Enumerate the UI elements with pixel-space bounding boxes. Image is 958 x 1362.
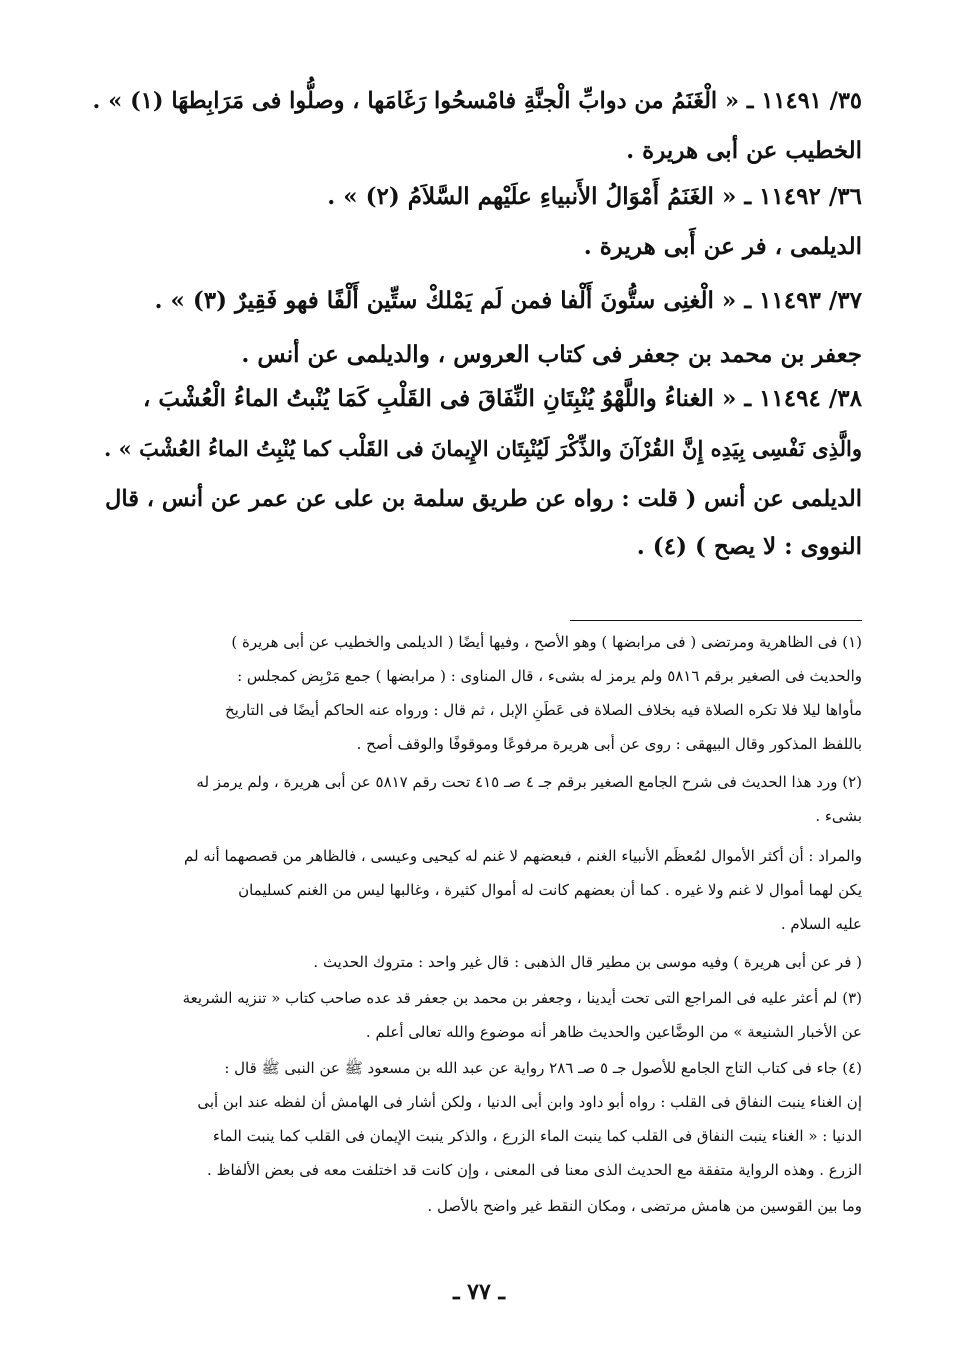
footnote-4-line-3: الدنيا : « الغناء ينبت النفاق فى القلب كما ينبت الماء الزرع ، والذكر ينبت الإيمان فى القلب كما ينبت الماء: [212, 1127, 862, 1145]
footnote-2-line-6: ( فر عن أبى هريرة ) وفيه موسى بن مطير قال الذهبى : قال غير واحد : متروك الحديث .: [313, 953, 862, 971]
hadith-11494-source-2: النووى : لا يصح ) (٤) .: [636, 533, 862, 560]
hadith-11493-line: ٣٧/ ١١٤٩٣ ـ « الْغنِى ستُّونَ أَلْفا فمن لَم يَمْلكْ ستِّين أَلْفًا فهو فَقِيرٌ (٣) » .: [154, 287, 862, 314]
hadith-11492-line: ٣٦/ ١١٤٩٢ ـ « الغَنَمُ أَمْوَالُ الأَنبياءِ علَيْهم السَّلاَمُ (٢) » .: [327, 183, 862, 210]
page-number: ـ ٧٧ ـ: [453, 1279, 505, 1305]
footnote-4-line-2: إن الغناء ينبت النفاق فى القلب : رواه أبو داود وابن أبى الدنيا ، ولكن أشار فى الهامش أن لفظه عند ابن أبى: [197, 1093, 862, 1111]
hadith-11494-line-1: ٣٨/ ١١٤٩٤ ـ « الغناءُ واللَّهْوُ يُنْبِتَانِ النِّفَاقَ فى القَلْبِ كَمَا يُنْبتُ الماءُ الْعُشْبَ ،: [143, 385, 862, 412]
footnote-2-line-5: عليه السلام .: [780, 915, 862, 933]
hadith-11493-source: جعفر بن محمد بن جعفر فى كتاب العروس ، والديلمى عن أنس .: [241, 341, 862, 368]
footnote-1-line-4: باللفظ المذكور وقال البيهقى : روى عن أبى هريرة مرفوعًا وموقوفًا والوقف أصح .: [356, 735, 862, 753]
footnote-2-line-4: يكن لهما أموال لا غنم ولا غيره . كما أن بعضهم كانت له أموال كثيرة ، وغالبها ليس من الغنم كسليمان: [238, 881, 862, 899]
footnote-4-line-1: (٤) جاء فى كتاب التاج الجامع للأصول جـ ٥ صـ ٢٨٦ رواية عن عبد الله بن مسعود ﷺ عن النبى ﷺ قال :: [224, 1059, 862, 1077]
footnote-2-line-2: بشىء .: [815, 807, 862, 825]
footnote-3-line-2: عن الأخبار الشنيعة » من الوضَّاعين والحديث ظاهر أنه موضوع والله تعالى أعلم .: [365, 1023, 862, 1041]
footnote-1-line-1: (١) فى الظاهرية ومرتضى ( فى مرابضها ) وهو الأصح ، وفيها أيضًا ( الديلمى والخطيب عن أبى هريرة ): [231, 633, 862, 651]
footnote-1-line-2: والحديث فى الصغير برقم ٥٨١٦ ولم يرمز له بشىء ، قال المناوى : ( مرابضها ) جمع مَرْبِض كمجلس :: [237, 667, 862, 685]
hadith-11491-source: الخطيب عن أبى هريرة .: [626, 137, 862, 164]
footnote-2-line-3: والمراد : أن أكثر الأموال لمُعظَم الأنبياء الغنم ، فبعضهم لا غنم له كيحيى وعيسى ، فالظاهر من قصصهما أنه لم: [183, 847, 862, 865]
footnote-1-line-3: مأواها ليلا فلا تكره الصلاة فيه بخلاف الصلاة فى عَطَنِ الإبل ، ثم قال : ورواه عنه الحاكم أيضًا فى التاريخ: [224, 701, 862, 719]
hadith-11491-line: ٣٥/ ١١٤٩١ ـ « الْغَنَمُ من دوابِّ الْجنَّةِ فامْسحُوا رَغَامَها ، وصلُّوا فى مَرَابِطهَا (١) » .: [92, 88, 862, 114]
footnote-3-line-1: (٣) لم أعثر عليه فى المراجع التى تحت أيدينا ، وجعفر بن محمد بن جعفر قد عده صاحب كتاب « تنزيه الشريعة: [182, 989, 862, 1007]
footnote-4-line-5: وما بين القوسين من هامش مرتضى ، ومكان النقط غير واضح بالأصل .: [427, 1197, 862, 1215]
footnote-2-line-1: (٢) ورد هذا الحديث فى شرح الجامع الصغير برقم جـ ٤ صـ ٤١٥ تحت رقم ٥٨١٧ عن أبى هريرة ، ولم يرمز له: [196, 773, 862, 791]
hadith-11494-line-2: والَّذِى نَفْسِى بِيَدِه إِنَّ القُرْآنَ والذِّكْرَ لَيُنْبِتَان الإِيمانَ فى القَلْب كما يُنْبِتُ الماءُ العُشْبَ » .: [104, 436, 862, 461]
hadith-11494-source-1: الديلمى عن أنس ( قلت : رواه عن طريق سلمة بن على عن عمر عن أنس ، قال: [105, 486, 862, 512]
hadith-11492-source: الديلمى ، فر عن أَبى هريرة .: [583, 233, 862, 260]
footnote-divider: [570, 620, 862, 621]
footnote-4-line-4: الزرع . وهذه الرواية متفقة مع الحديث الذى معنا فى المعنى ، وإن كانت قد اختلفت معه فى بعض الألفاظ .: [207, 1161, 862, 1179]
